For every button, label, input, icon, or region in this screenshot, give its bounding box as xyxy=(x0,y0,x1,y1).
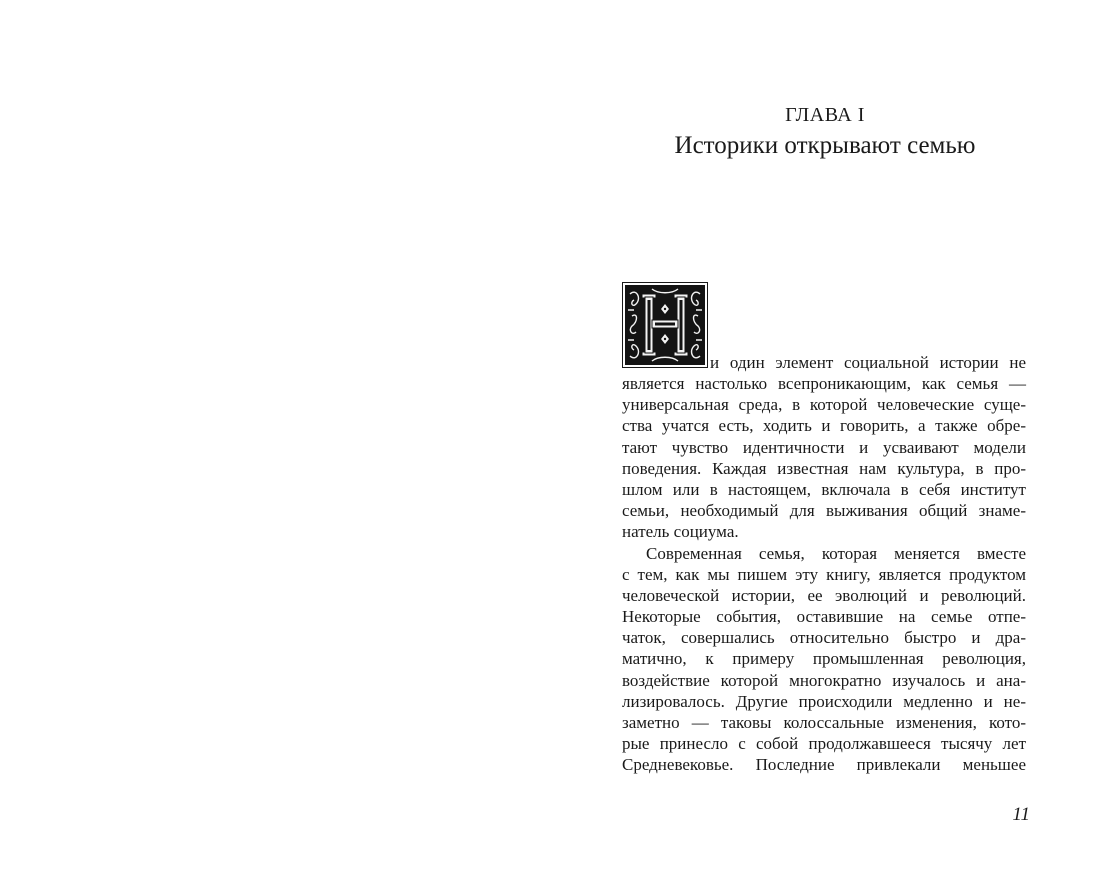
drop-cap-initial-icon xyxy=(622,282,708,368)
first-line-text: и один элемент социальной истории не xyxy=(710,353,1026,372)
text-line: шлом или в настоящем, включала в себя институт xyxy=(622,479,1026,499)
text-line: воздействие которой многократно изучалось и ана- xyxy=(622,670,1026,690)
body-text xyxy=(622,373,1026,776)
text-line: поведения. Каждая известная нам культура, в про- xyxy=(622,458,1026,478)
text-line: семьи, необходимый для выживания общий знаме- xyxy=(622,501,1026,521)
text-line: рые принесло с собой продолжавшееся тысячу лет xyxy=(622,734,1026,754)
text-line: тают чувство идентичности и усваивают модели xyxy=(622,437,1026,457)
chapter-label: ГЛАВА I xyxy=(785,104,865,126)
text-line: лизировалось. Другие происходили медленно и не- xyxy=(622,691,1026,711)
text-line: Средневековье. Последние привлекали меньшее xyxy=(622,755,1026,775)
text-line: матично, к примеру промышленная революция, xyxy=(622,649,1026,669)
text-line: человеческой истории, ее эволюций и революций. xyxy=(622,585,1026,605)
text-line: Современная семья, которая меняется вместе xyxy=(646,543,1026,563)
text-line: универсальная среда, в которой человеческие суще- xyxy=(622,395,1026,415)
text-line: натель социума. xyxy=(622,522,739,542)
text-line: с тем, как мы пишем эту книгу, является продуктом xyxy=(622,564,1026,584)
right-page xyxy=(550,0,1100,880)
text-line: является настолько всепроникающим, как семья — xyxy=(622,374,1026,393)
chapter-title: Историки открывают семью xyxy=(674,132,976,159)
text-line: Некоторые события, оставившие на семье отпе- xyxy=(622,607,1026,627)
text-line: ства учатся есть, ходить и говорить, а также обре- xyxy=(622,416,1026,436)
page-number: 11 xyxy=(1012,804,1030,825)
text-line: чаток, совершались относительно быстро и дра- xyxy=(622,628,1026,648)
text-line: заметно — таковы колоссальные изменения, кото- xyxy=(622,713,1026,732)
